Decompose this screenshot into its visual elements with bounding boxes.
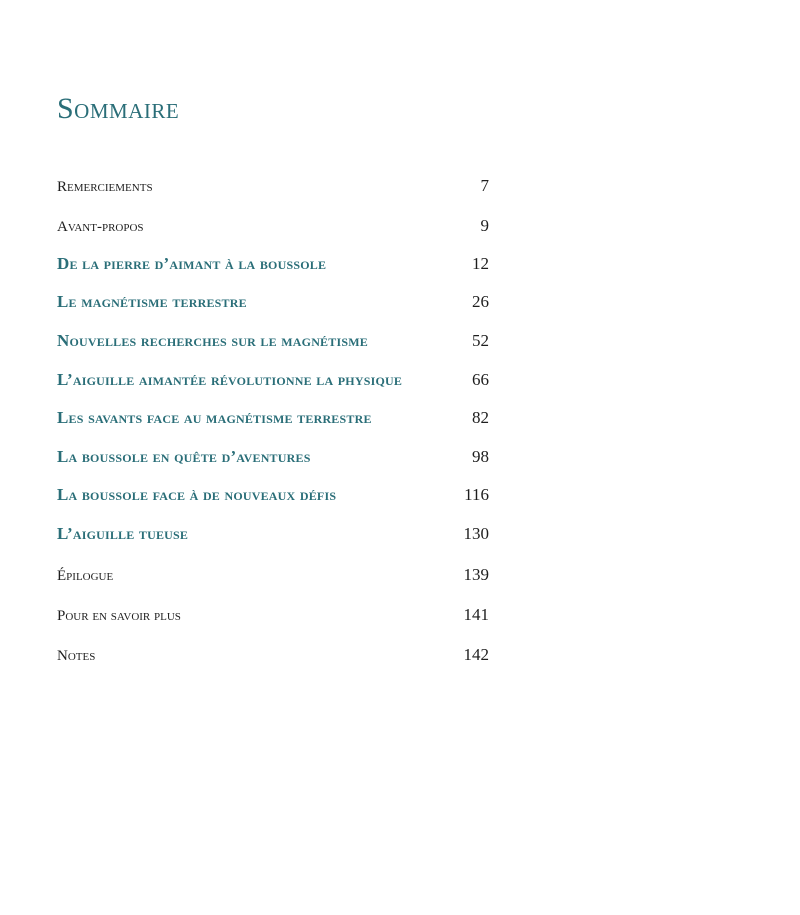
toc-entry (57, 524, 489, 546)
toc-entry-page: 141 (463, 605, 489, 624)
toc-entry-label: De la pierre d’aimant à la boussole (57, 254, 327, 273)
toc-entry (57, 447, 489, 469)
toc-entry-page: 82 (472, 408, 489, 427)
toc-entry-page: 9 (480, 216, 489, 235)
toc-entry-page: 12 (472, 254, 489, 273)
toc-entry-page: 66 (472, 370, 489, 389)
toc-entry-label: Pour en savoir plus (57, 608, 181, 624)
toc-entry-label: Épilogue (57, 568, 114, 584)
toc-entry-label: Le magnétisme terrestre (57, 292, 247, 311)
toc-entry-label: Avant-propos (57, 219, 144, 235)
toc-entry-label: Notes (57, 648, 96, 664)
toc-entry-label: L’aiguille aimantée révolutionne la physique (57, 370, 403, 389)
toc-entry-label: L’aiguille tueuse (57, 524, 189, 543)
toc-entry (57, 645, 489, 667)
toc-entry (57, 176, 489, 198)
toc-entry-label: Les savants face au magnétisme terrestre (57, 408, 372, 427)
toc-entry-label: Nouvelles recherches sur le magnétisme (57, 331, 368, 350)
toc-entry-label: Remerciements (57, 179, 153, 195)
toc-entry-label: La boussole face à de nouveaux défis (57, 485, 337, 504)
toc-entry-page: 98 (472, 447, 489, 466)
toc-entry (57, 485, 489, 507)
toc-entry-page: 52 (472, 331, 489, 350)
toc-entry-page: 139 (463, 565, 489, 584)
toc-entry (57, 605, 489, 627)
toc-entry (57, 565, 489, 587)
toc-entry-page: 7 (480, 176, 489, 195)
toc-entry-label: La boussole en quête d’aventures (57, 447, 311, 466)
page-title: Sommaire (57, 92, 180, 125)
toc-entry (57, 408, 489, 430)
toc-entry-page: 26 (472, 292, 489, 311)
toc-entry (57, 292, 489, 314)
toc-entry-page: 130 (463, 524, 489, 543)
toc-entry (57, 216, 489, 238)
toc-entry-page: 116 (464, 485, 489, 504)
toc-entry-page: 142 (463, 645, 489, 664)
toc-entry (57, 331, 489, 353)
toc-entry (57, 254, 489, 276)
toc-entry (57, 370, 489, 392)
